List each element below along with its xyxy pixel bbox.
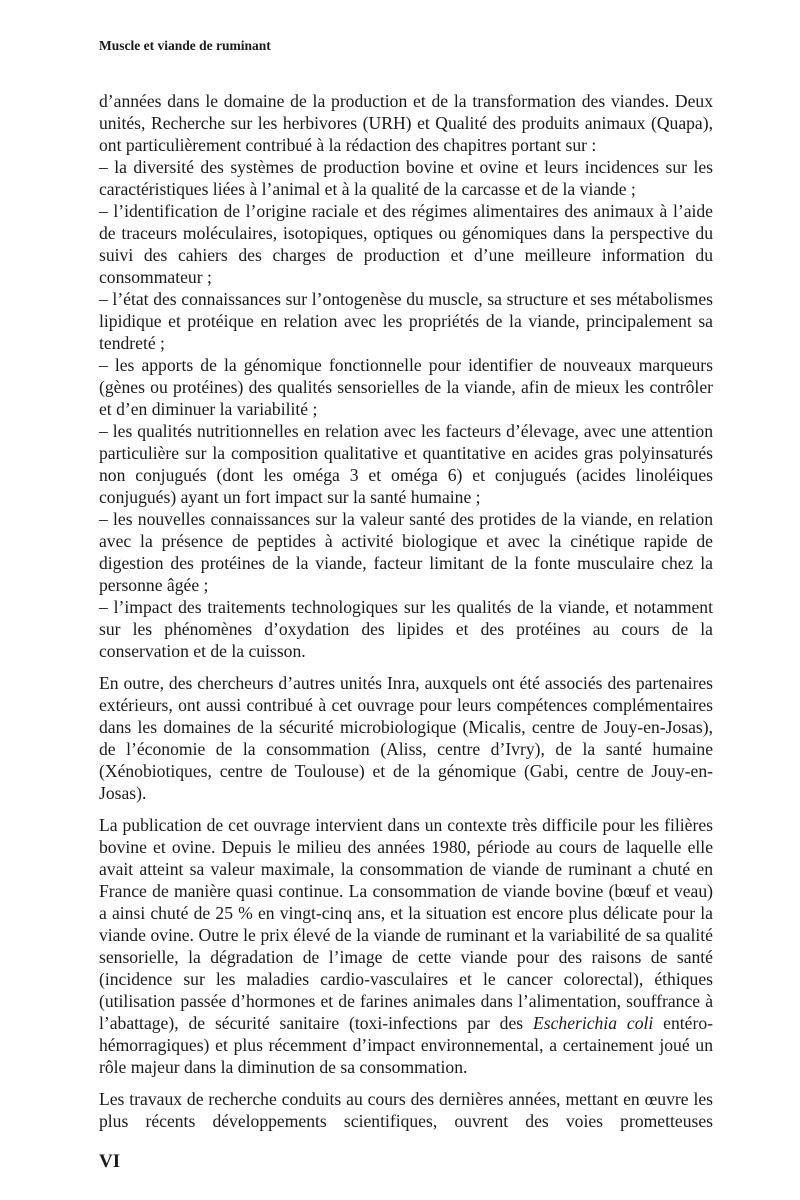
context-text-start: La publication de cet ouvrage intervient dans un contexte très difficile pour les filières bovine et ovine. Depuis le milieu des années 1980, période au cours de laquelle elle avait atteint sa valeur maximale, la consommation de viande de ruminant a chuté en France de manière quasi continue. La consommation de viande bovine (bœuf et veau) a ainsi chuté de 25 % en vingt-cinq ans, et la situation est encore plus délicate pour la viande ovine. Outre le prix élevé de la viande de ruminant et la variabilité de sa qualité sensorielle, la dégradation de l’image de cette viande pour des raisons de santé (incidence sur les maladies cardio-vasculaires et le cancer colorectal), éthiques (utilisation passée d’hormones et de farines animales dans l’alimentation, souffrance à l’abattage), de sécurité sanitaire (toxi-infections par des: [99, 815, 713, 1033]
paragraph-contributors: En outre, des chercheurs d’autres unités Inra, auxquels ont été associés des partenaires extérieurs, ont aussi contribué à cet ouvrage pour leurs compétences complémentaires dans les domaines de la sécurité microbiologique (Micalis, centre de Jouy-en-Josas), de l’économie de la consommation (Aliss, centre d’Ivry), de la santé humaine (Xénobiotiques, centre de Toulouse) et de la génomique (Gabi, centre de Jouy-en-Josas).: [99, 673, 713, 803]
list-item: – les qualités nutritionnelles en relation avec les facteurs d’élevage, avec une attention particulière sur la composition qualitative et quantitative en acides gras polyinsaturés non conjugués (dont les oméga 3 et oméga 6) et conjugués (acides linoléiques conjugués) ayant un fort impact sur la santé humaine ;: [99, 421, 713, 507]
intro-paragraph: d’années dans le domaine de la production et de la transformation des viandes. Deux unités, Recherche sur les herbivores (URH) et Qualité des produits animaux (Quapa), ont particulièrement contribué à la rédaction des chapitres portant sur :: [99, 91, 713, 155]
list-item: – la diversité des systèmes de production bovine et ovine et leurs incidences sur les caractéristiques liées à l’animal et à la qualité de la carcasse et de la viande ;: [99, 157, 713, 199]
list-item: – les apports de la génomique fonctionnelle pour identifier de nouveaux marqueurs (gènes ou protéines) des qualités sensorielles de la viande, afin de mieux les contrôler et d’en diminuer la variabilité ;: [99, 355, 713, 419]
list-item: – l’impact des traitements technologiques sur les qualités de la viande, et notamment sur les phénomènes d’oxydation des lipides et des protéines au cours de la conservation et de la cuisson.: [99, 597, 713, 661]
body-text: [99, 90, 713, 1132]
species-name: Escherichia coli: [533, 1013, 654, 1033]
list-item: – l’identification de l’origine raciale et des régimes alimentaires des animaux à l’aide de traceurs moléculaires, isotopiques, optiques ou génomiques dans la perspective du suivi des cahiers des charges de production et d’une meilleure information du consommateur ;: [99, 201, 713, 287]
context-text-end: entérohémorragiques) et plus récemment d’impact environnemental, a certainement joué un rôle majeur dans la diminution de sa consommation.: [99, 1013, 713, 1077]
list-item: – les nouvelles connaissances sur la valeur santé des protides de la viande, en relation avec la présence de peptides à activité biologique et avec la cinétique rapide de digestion des protéines de la viande, facteur limitant de la fonte musculaire chez la personne âgée ;: [99, 509, 713, 595]
running-head: Muscle et viande de ruminant: [99, 38, 271, 53]
paragraph-research: Les travaux de recherche conduits au cours des dernières années, mettant en œuvre les plus récents développements scientifiques, ouvrent des voies prometteuses: [99, 1089, 713, 1131]
paragraph-context: [99, 814, 713, 1078]
page-number: VI: [99, 1151, 121, 1172]
list-item: – l’état des connaissances sur l’ontogenèse du muscle, sa structure et ses métabolismes lipidique et protéique en relation avec les propriétés de la viande, principalement sa tendreté ;: [99, 289, 713, 353]
